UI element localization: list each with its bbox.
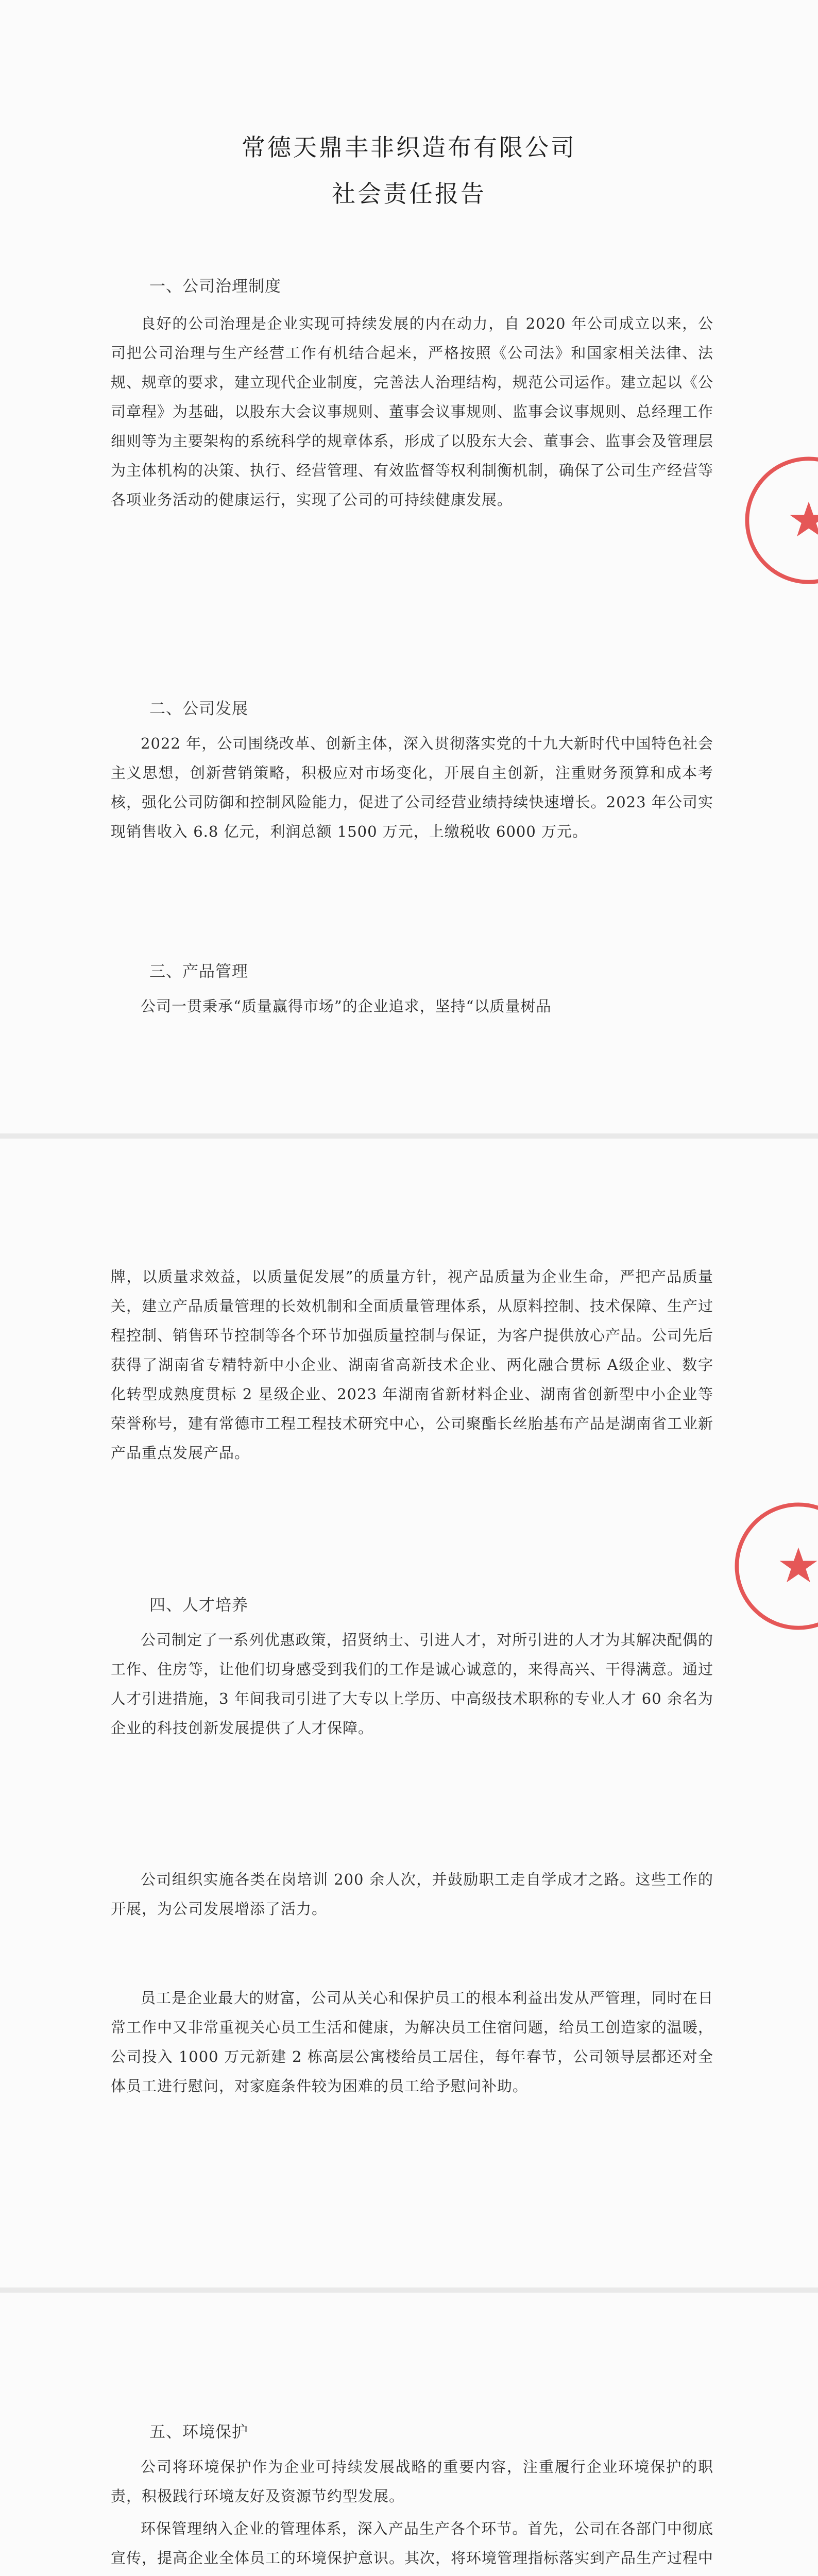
paragraph-governance: 良好的公司治理是企业实现可持续发展的内在动力，自 2020 年公司成立以来，公司把公司治理与生产经营工作有机结合起来，严格按照《公司法》和国家相关法律、法规、规章的要求，建立现代企业制度，完善法人治理结构，规范公司运作。建立起以《公司章程》为基础，以股东大会议事规则、董事会议事规则、监事会议事规则、总经理工作细则等为主要架构的系统科学的规章体系，形成了以股东大会、董事会、监事会及管理层为主体机构的决策、执行、经营管理、有效监督等权利制衡机制，确保了公司生产经营等各项业务活动的健康运行，实现了公司的可持续健康发展。	[111, 315, 714, 509]
section-heading-governance: 一、公司治理制度	[149, 277, 281, 296]
section-heading-product: 三、产品管理	[149, 962, 248, 981]
paragraph-environment-1: 公司将环境保护作为企业可持续发展战略的重要内容，注重履行企业环境保护的职责，积极践行环境友好及资源节约型发展。	[111, 2458, 713, 2505]
paragraph-talent-2: 公司组织实施各类在岗培训 200 余人次，并鼓励职工走自学成才之路。这些工作的开展，为公司发展增添了活力。	[111, 1871, 713, 1918]
section-heading-talent: 四、人才培养	[149, 1596, 248, 1615]
document-subtitle: 社会责任报告	[332, 180, 486, 208]
company-seal	[742, 453, 818, 587]
document-page-3	[0, 2293, 818, 2576]
paragraph-development: 2022 年，公司围绕改革、创新主体，深入贯彻落实党的十九大新时代中国特色社会主义思想，创新营销策略，积极应对市场变化，开展自主创新，注重财务预算和成本考核，强化公司防御和控制风险能力，促进了公司经营业绩持续快速增长。2023 年公司实现销售收入 6.8 亿元，利润总额 1500 万元，上缴税收 6000 万元。	[111, 735, 713, 840]
paragraph-product-part1: 公司一贯秉承“质量赢得市场”的企业追求，坚持“以质量树品	[141, 997, 552, 1015]
document-page-1	[0, 0, 818, 1133]
company-seal	[731, 1499, 818, 1633]
page-gap	[0, 1133, 818, 1139]
paragraph-talent-1: 公司制定了一系列优惠政策，招贤纳士、引进人才，对所引进的人才为其解决配偶的工作、住房等，让他们切身感受到我们的工作是诚心诚意的，来得高兴、干得满意。通过人才引进措施，3 年间我司引进了大专以上学历、中高级技术职称的专业人才 60 余名为企业的科技创新发展提供了人才保障。	[111, 1631, 714, 1737]
page-gap	[0, 2287, 818, 2293]
section-heading-environment: 五、环境保护	[149, 2423, 248, 2442]
paragraph-product-part2: 牌，以质量求效益，以质量促发展”的质量方针，视产品质量为企业生命，严把产品质量关，建立产品质量管理的长效机制和全面质量管理体系，从原料控制、技术保障、生产过程控制、销售环节控制等各个环节加强质量控制与保证，为客户提供放心产品。公司先后获得了湖南省专精特新中小企业、湖南省高新技术企业、两化融合贯标 A级企业、数字化转型成熟度贯标 2 星级企业、2023 年湖南省新材料企业、湖南省创新型中小企业等荣誉称号，建有常德市工程工程技术研究中心，公司聚酯长丝胎基布产品是湖南省工业新产品重点发展产品。	[111, 1268, 714, 1462]
document-title: 常德天鼎丰非织造布有限公司	[242, 133, 576, 161]
paragraph-environment-2: 环保管理纳入企业的管理体系，深入产品生产各个环节。首先，公司在各部门中彻底宣传，提高企业全体员工的环境保护意识。其次，将环境管理指标落实到产品生产过程中	[111, 2520, 714, 2567]
section-heading-development: 二、公司发展	[149, 700, 248, 718]
document-page-2	[0, 1139, 818, 2287]
paragraph-talent-3: 员工是企业最大的财富，公司从关心和保护员工的根本利益出发从严管理，同时在日常工作中又非常重视关心员工生活和健康，为解决员工住宿问题，给员工创造家的温暖，公司投入 1000 万元新建 2 栋高层公寓楼给员工居住，每年春节，公司领导层都还对全体员工进行慰问，对家庭条件较为困难的员工给予慰问补助。	[111, 1989, 714, 2095]
